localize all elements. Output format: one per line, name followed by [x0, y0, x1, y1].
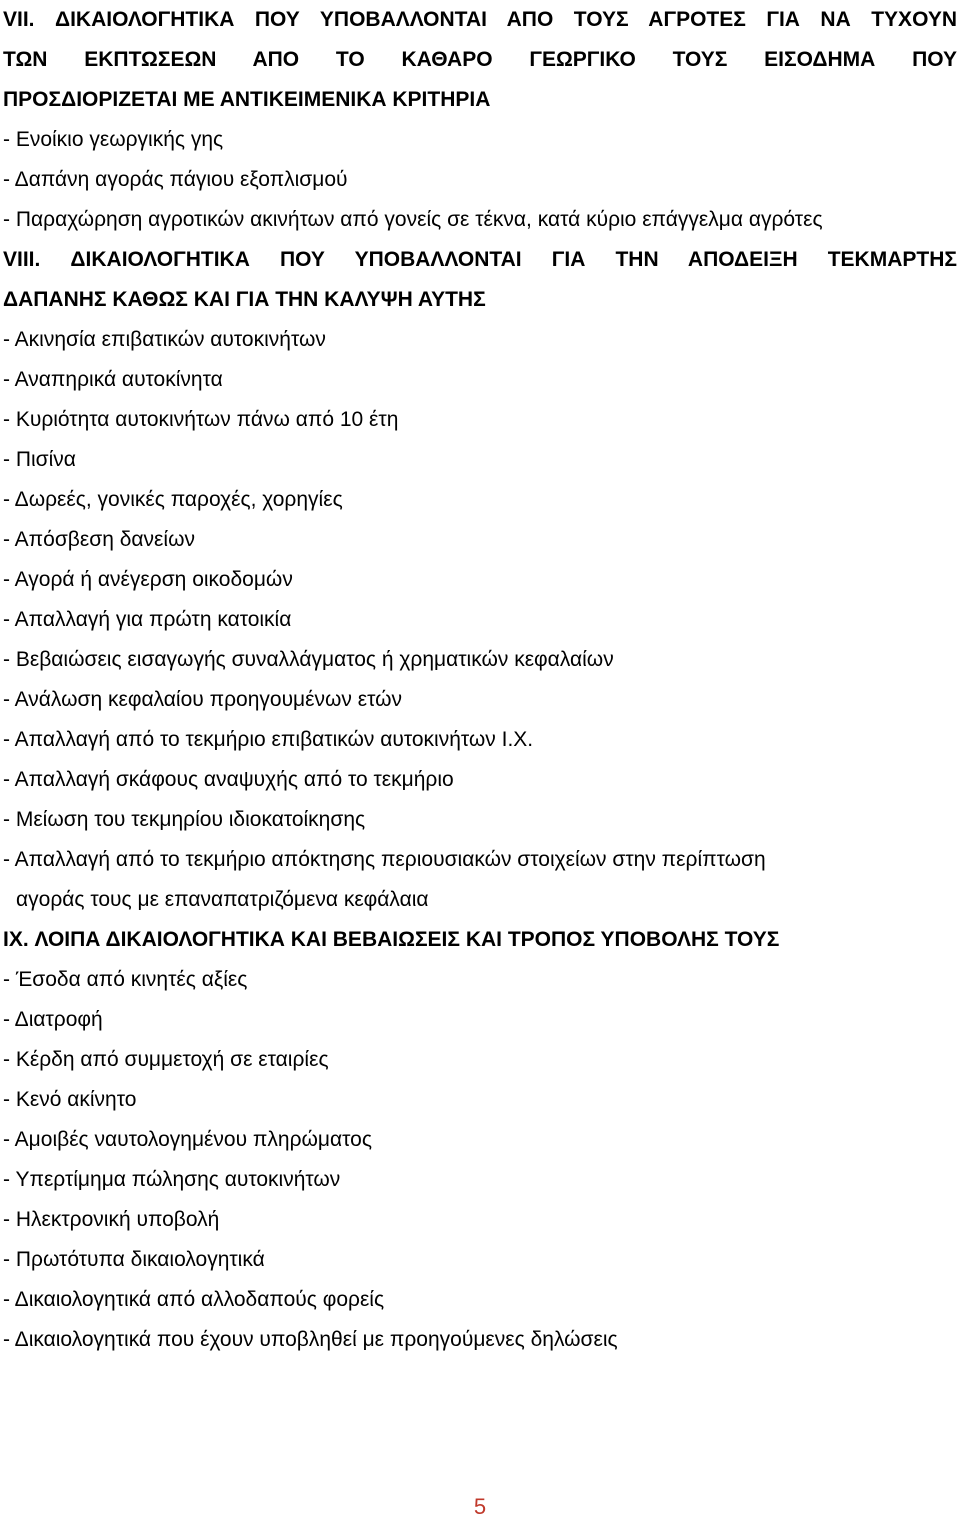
list-item: - Ακινησία επιβατικών αυτοκινήτων: [3, 328, 326, 351]
list-item: - Μείωση του τεκμηρίου ιδιοκατοίκησης: [3, 808, 366, 831]
section-vii-heading: [3, 0, 957, 120]
list-item: - Απόσβεση δανείων: [3, 528, 195, 551]
section-ix-heading: IX. ΛΟΙΠΑ ΔΙΚΑΙΟΛΟΓΗΤΙΚΑ ΚΑΙ ΒΕΒΑΙΩΣΕΙΣ ΚΑΙ ΤΡΟΠΟΣ ΥΠΟΒΟΛΗΣ ΤΟΥΣ: [3, 928, 780, 951]
section-vii-heading-line-3: ΠΡΟΣΔΙΟΡΙΖΕΤΑΙ ΜΕ ΑΝΤΙΚΕΙΜΕΝΙΚΑ ΚΡΙΤΗΡΙΑ: [3, 88, 491, 111]
list-item: - Έσοδα από κινητές αξίες: [3, 968, 248, 991]
list-item: - Αμοιβές ναυτολογημένου πληρώματος: [3, 1128, 372, 1151]
list-item: - Κέρδη από συμμετοχή σε εταιρίες: [3, 1048, 329, 1071]
list-item: - Απαλλαγή από το τεκμήριο επιβατικών αυτοκινήτων Ι.Χ.: [3, 728, 534, 751]
section-ix-list: [3, 960, 957, 1360]
page-number: 5: [473, 1494, 487, 1519]
list-item: - Δαπάνη αγοράς πάγιου εξοπλισμού: [3, 168, 348, 191]
list-item: - Κενό ακίνητο: [3, 1088, 137, 1111]
section-viii-list: [3, 320, 957, 920]
list-item-line-1: - Απαλλαγή από το τεκμήριο απόκτησης περιουσιακών στοιχείων στην περίπτωση: [3, 848, 766, 871]
list-item: - Βεβαιώσεις εισαγωγής συναλλάγματος ή χρηματικών κεφαλαίων: [3, 648, 614, 671]
list-item: - Ηλεκτρονική υποβολή: [3, 1208, 220, 1231]
list-item: - Απαλλαγή για πρώτη κατοικία: [3, 608, 292, 631]
list-item: - Δικαιολογητικά που έχουν υποβληθεί με προηγούμενες δηλώσεις: [3, 1328, 618, 1351]
list-item: - Απαλλαγή σκάφους αναψυχής από το τεκμήριο: [3, 768, 454, 791]
list-item: - Δωρεές, γονικές παροχές, χορηγίες: [3, 488, 343, 511]
list-item: - Δικαιολογητικά από αλλοδαπούς φορείς: [3, 1288, 385, 1311]
list-item: - Πισίνα: [3, 448, 76, 471]
list-item: - Κυριότητα αυτοκινήτων πάνω από 10 έτη: [3, 408, 399, 431]
section-vii-list: [3, 120, 957, 240]
document-page: [3, 0, 957, 1360]
section-vii-heading-line-1: VII. ΔΙΚΑΙΟΛΟΓΗΤΙΚΑ ΠΟΥ ΥΠΟΒΑΛΛΟΝΤΑΙ ΑΠΟ ΤΟΥΣ ΑΓΡΟΤΕΣ ΓΙΑ ΝΑ ΤΥΧΟΥΝ: [3, 8, 957, 31]
list-item: - Αγορά ή ανέγερση οικοδομών: [3, 568, 293, 591]
list-item: - Ενοίκιο γεωργικής γης: [3, 128, 224, 151]
list-item: - Ανάλωση κεφαλαίου προηγουμένων ετών: [3, 688, 402, 711]
list-item-wrapped: [3, 840, 957, 920]
list-item: - Αναπηρικά αυτοκίνητα: [3, 368, 223, 391]
section-vii-heading-line-2: ΤΩΝ ΕΚΠΤΩΣΕΩΝ ΑΠΟ ΤΟ ΚΑΘΑΡΟ ΓΕΩΡΓΙΚΟ ΤΟΥΣ ΕΙΣΟΔΗΜΑ ΠΟΥ: [3, 48, 957, 71]
section-viii-heading: [3, 240, 957, 320]
list-item-line-2: αγοράς τους με επαναπατριζόμενα κεφάλαια: [16, 888, 429, 911]
list-item: - Πρωτότυπα δικαιολογητικά: [3, 1248, 265, 1271]
section-viii-heading-line-1: VIII. ΔΙΚΑΙΟΛΟΓΗΤΙΚΑ ΠΟΥ ΥΠΟΒΑΛΛΟΝΤΑΙ ΓΙΑ ΤΗΝ ΑΠΟΔΕΙΞΗ ΤΕΚΜΑΡΤΗΣ: [3, 248, 957, 271]
section-viii-heading-line-2: ΔΑΠΑΝΗΣ ΚΑΘΩΣ ΚΑΙ ΓΙΑ ΤΗΝ ΚΑΛΥΨΗ ΑΥΤΗΣ: [3, 288, 486, 311]
list-item: - Διατροφή: [3, 1008, 103, 1031]
list-item: - Παραχώρηση αγροτικών ακινήτων από γονείς σε τέκνα, κατά κύριο επάγγελμα αγρότες: [3, 208, 823, 231]
list-item: - Υπερτίμημα πώλησης αυτοκινήτων: [3, 1168, 341, 1191]
